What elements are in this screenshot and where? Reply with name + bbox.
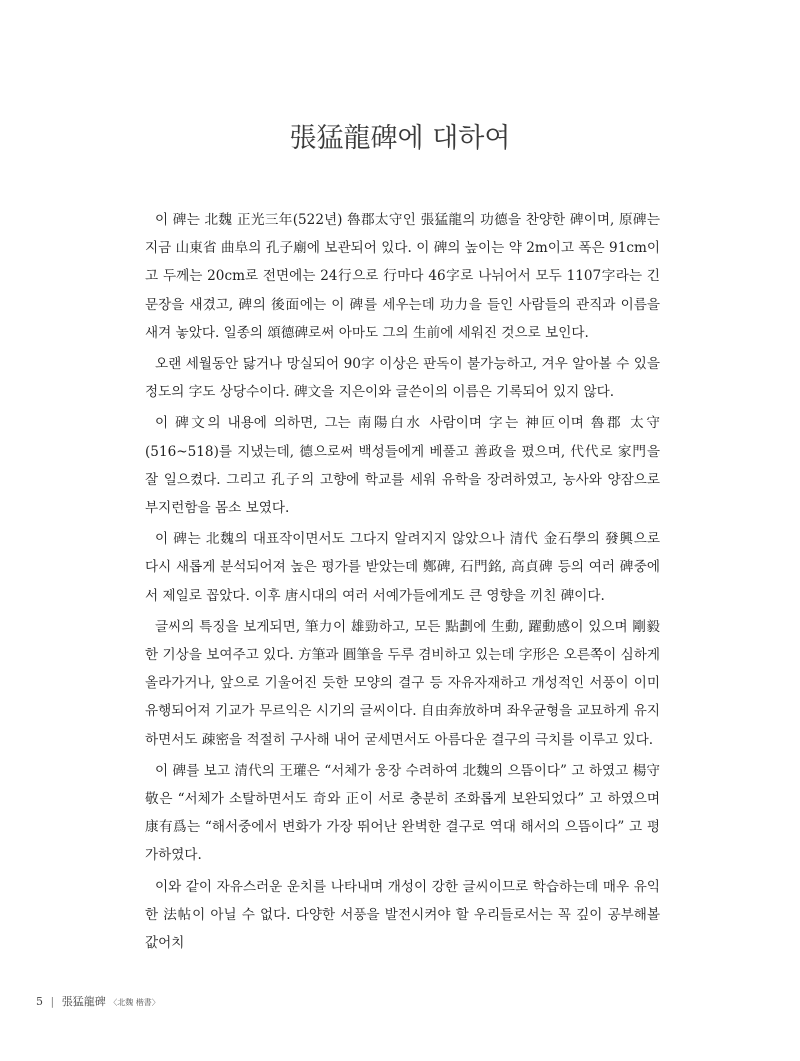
page-title: 張猛龍碑에 대하여: [289, 123, 511, 154]
paragraph-5: 글씨의 특징을 보게되면, 筆力이 雄勁하고, 모든 點劃에 生動, 躍動感이 있으며 剛毅한 기상을 보여주고 있다. 方筆과 圓筆을 두루 겸비하고 있는데 字形은 오른쪽이 심하게 올라가거나, 앞으로 기울어진 듯한 모양의 결구 등 자유자재하고 개성적인 서풍이 이미 유행되어져 기교가 무르익은 시기의 글씨이다. 自由奔放하며 좌우균형을 교묘하게 유지하면서도 疎密을 적절히 구사해 내어 굳세면서도 아름다운 결구의 극치를 이루고 있다.: [145, 618, 660, 748]
footer-subtitle: 〈北魏 楷書〉: [109, 998, 160, 1007]
footer-separator: |: [50, 995, 55, 1008]
footer-book-title: 張猛龍碑: [61, 995, 106, 1008]
body-text: [145, 206, 660, 957]
paragraph-3: 이 碑文의 내용에 의하면, 그는 南陽白水 사람이며 字는 神叵이며 魯郡 太守(516~518)를 지냈는데, 德으로써 백성들에게 베풀고 善政을 폈으며, 代代로 家門을 잘 일으켰다. 그리고 孔子의 고향에 학교를 세워 유학을 장려하였고, 농사와 양잠으로 부지런함을 몸소 보였다.: [145, 415, 660, 517]
page-number: 5: [36, 995, 43, 1008]
paragraph-4: 이 碑는 北魏의 대표작이면서도 그다지 알려지지 않았으나 清代 金石學의 發興으로 다시 새롭게 분석되어져 높은 평가를 받았는데 鄭碑, 石門銘, 高貞碑 등의 여러 碑중에서 제일로 꼽았다. 이후 唐시대의 여러 서예가들에게도 큰 영향을 끼친 碑이다.: [145, 531, 660, 604]
paragraph-7: 이와 같이 자유스러운 운치를 나타내며 개성이 강한 글씨이므로 학습하는데 매우 유익한 法帖이 아닐 수 없다. 다양한 서풍을 발전시켜야 할 우리들로서는 꼭 깊이 공부해볼 값어치: [145, 878, 660, 952]
paragraph-6: 이 碑를 보고 清代의 王瓘은 “서체가 웅장 수려하여 北魏의 으뜸이다” 고 하였고 楊守敬은 “서체가 소탈하면서도 奇와 正이 서로 충분히 조화롭게 보완되었다” 고 하였으며 康有爲는 “해서중에서 변화가 가장 뛰어난 완벽한 결구로 역대 해서의 으뜸이다” 고 평가하였다.: [145, 762, 660, 864]
page-footer: [36, 993, 160, 1009]
paragraph-2: 오랜 세월동안 닳거나 망실되어 90字 이상은 판독이 불가능하고, 겨우 알아볼 수 있을 정도의 字도 상당수이다. 碑文을 지은이와 글쓴이의 이름은 기록되어 있지 않다.: [145, 356, 660, 401]
paragraph-1: 이 碑는 北魏 正光三年(522년) 魯郡太守인 張猛龍의 功德을 찬양한 碑이며, 原碑는 지금 山東省 曲阜의 孔子廟에 보관되어 있다. 이 碑의 높이는 약 2m이고 폭은 91cm이고 두께는 20cm로 전면에는 24行으로 行마다 46字로 나뉘어서 모두 1107字라는 긴 문장을 새겼고, 碑의 後面에는 이 碑를 세우는데 功力을 들인 사람들의 관직과 이름을 새겨 놓았다. 일종의 頌德碑로써 아마도 그의 生前에 세워진 것으로 보인다.: [145, 212, 660, 341]
